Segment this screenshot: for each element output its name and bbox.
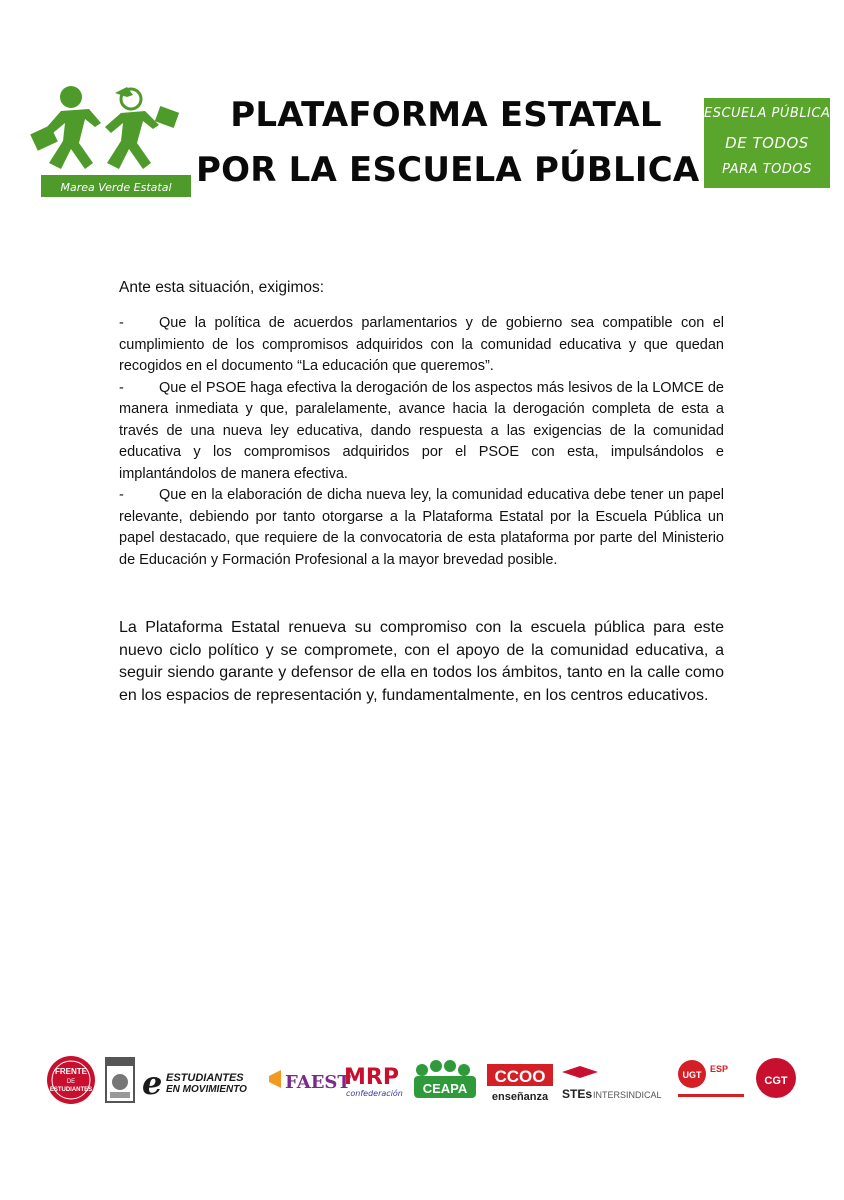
footer-logos xyxy=(40,1052,810,1112)
escuela-publica-line-1: ESCUELA PÚBLICA xyxy=(704,106,831,121)
ccoo-logo xyxy=(485,1052,555,1108)
estudiantes-en-movimiento-logo xyxy=(140,1052,265,1108)
stes-text: STEs xyxy=(562,1087,593,1101)
escuela-publica-logo xyxy=(704,98,830,188)
estudiantes-text-1: ESTUDIANTES xyxy=(166,1072,244,1084)
demand-text: Que la política de acuerdos parlamentarios y de gobierno sea compatible con el cumplimiento de los compromisos adquiridos con la comunidad educativa y que quedan recogidos en el documento “La educación que queremos”. xyxy=(119,315,724,374)
escuela-publica-line-2: DE TODOS xyxy=(725,134,809,152)
ugt-sub-text: ESP xyxy=(710,1064,729,1074)
bullet-dash: - xyxy=(119,487,124,503)
demand-text: Que en la elaboración de dicha nueva ley, la comunidad educativa debe tener un papel relevante, debiendo por tanto otorgarse a la Plataforma Estatal por la Escuela Pública un papel destacado, que requiere de la convocatoria de esta plataforma por parte del Ministerio de Educación y Formación Profesional a la mayor brevedad posible. xyxy=(119,487,724,568)
ceapa-text: CEAPA xyxy=(422,1081,468,1096)
demand-item xyxy=(119,485,724,571)
stes-sub-text: ·INTERSINDICAL xyxy=(590,1090,662,1100)
frente-text-1: FRENTE xyxy=(55,1067,87,1076)
mrp-text: MRP xyxy=(344,1065,399,1090)
marea-verde-logo xyxy=(31,83,191,199)
cgt-text: CGT xyxy=(764,1075,788,1087)
ccoo-sub-text: enseñanza xyxy=(491,1091,549,1103)
ceapa-logo xyxy=(410,1052,480,1108)
mrp-logo xyxy=(342,1052,406,1108)
demand-item xyxy=(119,313,724,378)
ugt-logo xyxy=(676,1052,748,1108)
intro-text: Ante esta situación, exigimos: xyxy=(119,279,325,296)
estudiantes-text-2: EN MOVIMIENTO xyxy=(166,1084,247,1095)
stes-logo xyxy=(560,1052,672,1108)
ugt-text: UGT xyxy=(682,1070,702,1080)
demands-list xyxy=(119,313,724,571)
demand-item xyxy=(119,378,724,486)
escuela-publica-line-3: PARA TODOS xyxy=(722,162,812,177)
bullet-dash: - xyxy=(119,315,124,331)
title-line-2: POR LA ESCUELA PÚBLICA xyxy=(196,150,700,190)
cgt-logo xyxy=(752,1052,800,1108)
faest-logo xyxy=(265,1052,351,1108)
frente-estudiantes-logo xyxy=(45,1052,97,1108)
frente-text-2: DE xyxy=(66,1079,76,1085)
demand-text: Que el PSOE haga efectiva la derogación de los aspectos más lesivos de la LOMCE de manera inmediata y que, paralelamente, avance hacia la derogación completa de esta a través de una nueva ley educativa, dando respuesta a las exigencias de la comunidad educativa y los compromisos adquiridos por el PSOE con esta, impulsándolos e implantándolos de manera efectiva. xyxy=(119,379,724,482)
title-line-1: PLATAFORMA ESTATAL xyxy=(230,95,662,135)
bullet-dash: - xyxy=(119,379,124,396)
ccoo-text: CCOO xyxy=(494,1067,546,1086)
marea-verde-caption: Marea Verde Estatal xyxy=(60,181,172,194)
e-letter-icon: e xyxy=(142,1064,163,1102)
page-title xyxy=(196,88,700,198)
faest-text: FAEST xyxy=(285,1072,351,1093)
running-figures-icon xyxy=(31,83,191,199)
closing-paragraph: La Plataforma Estatal renueva su compromiso con la escuela pública para este nuevo ciclo político y se compromete, con el apoyo de la comunidad educativa, a seguir siendo garante y defensor de ella en todos los ámbitos, tanto en la calle como en los espacios de representación y, fundamentalmente, en los centros educativos. xyxy=(119,619,724,704)
mrp-sub-text: confederación xyxy=(346,1089,403,1098)
confederacion-logo xyxy=(104,1052,138,1108)
frente-text-3: ESTUDIANTES xyxy=(49,1087,93,1093)
